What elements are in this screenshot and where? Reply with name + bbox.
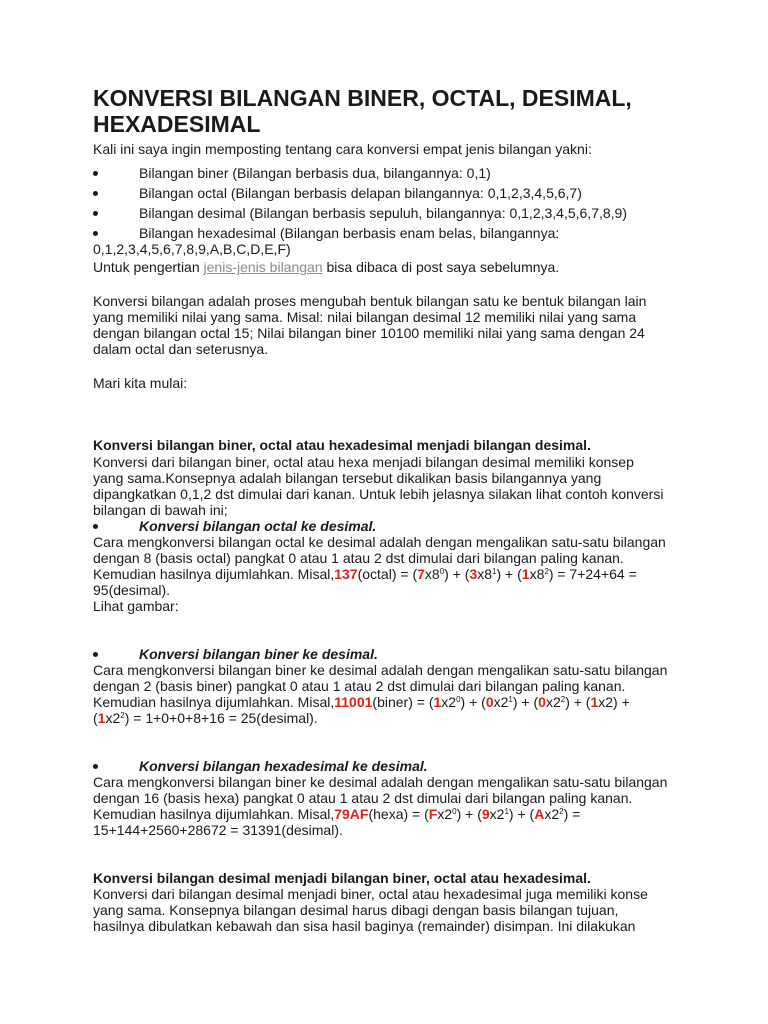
jenis-bilangan-link[interactable]: jenis-jenis bilangan [203,259,323,275]
list-item: Bilangan biner (Bilangan berbasis dua, bilangannya: 0,1) [93,165,693,181]
link-paragraph: Untuk pengertian jenis-jenis bilangan bisa dibaca di post saya sebelumnya. [93,259,560,275]
bullet-icon [93,524,98,529]
subsection-heading: Konversi bilangan octal ke desimal. [139,518,377,534]
paragraph-intro-konversi: Konversi bilangan adalah proses mengubah bentuk bilangan satu ke bentuk bilangan lain yang memiliki nilai yang sama. Misal: nilai bilangan desimal 12 memiliki nilai yang sama dengan bilangan octal 15; Nilai bilangan biner 10100 memiliki nilai yang sama dengan 24 dalam octal dan seterusnya. [93,293,647,357]
bullet-icon [93,191,98,196]
list-item: Bilangan desimal (Bilangan berbasis sepuluh, bilangannya: 0,1,2,3,4,5,6,7,8,9) [93,205,693,221]
octal-example: Kemudian hasilnya dijumlahkan. Misal,137(octal) = $(7x8^0) + (3x8^1) + (1x8^2) = 7+24+64$ = [93,566,637,582]
section-heading: Konversi bilangan biner, octal atau hexadesimal menjadi bilangan desimal. [93,437,591,453]
subsection-heading: Konversi bilangan biner ke desimal. [139,646,378,662]
bullet-icon [93,211,98,216]
bullet-icon [93,231,98,236]
section-heading: Konversi bilangan desimal menjadi bilangan biner, octal atau hexadesimal. [93,870,591,886]
bullet-icon [93,171,98,176]
article-title: KONVERSI BILANGAN BINER, OCTAL, DESIMAL, HEXADESIMAL [93,85,632,137]
article: KONVERSI BILANGAN BINER, OCTAL, DESIMAL, HEXADESIMAL Kali ini saya ingin memposting tentang cara konversi empat jenis bilangan yakni: Bilangan biner (Bilangan berbasis dua, bilangannya: 0,1) Bilangan octal (Bilangan berbasis delapan bilangannya: 0,1,2,3,4,5,6,7) Bilangan desimal (Bilangan berbasis sepuluh, bilangannya: 0,1,2,3,4,5,6,7,8,9) Bilangan hexadesimal (Bilangan berbasis enam belas, bilangannya: 0,1,2,3,4,5,6,7,8,9,A,B,C,D,E,F) Untuk pengertian jenis-jenis bilangan bisa dibaca di post saya sebelumnya. Konversi bilangan adalah proses mengubah bentuk bilangan satu ke bentuk bilangan lain yang memiliki nilai yang sama. Misal: nilai bilangan desimal 12 memiliki nilai yang sama dengan bilangan octal 15; Nilai bilangan biner 10100 memiliki nilai yang sama dengan 24 dalam octal dan seterusnya. Mari kita mulai: Konversi bilangan biner, octal atau hexadesimal menjadi bilangan desimal. Konversi dari bilangan biner, octal atau hexa menjadi bilangan desimal memiliki konsep yang sama.Konsepnya adalah bilangan tersebut dikalikan basis bilangannya yang dipangkatkan 0,1,2 dst dimulai dari kanan. Untuk lebih jelasnya silakan lihat contoh konversi bilangan di bawah ini; Konversi bilangan octal ke desimal. Cara mengkonversi bilangan octal ke desimal adalah dengan mengalikan satu-satu bilangan dengan 8 (basis octal) pangkat 0 atau 1 atau 2 dst dimulai dari bilangan paling kanan. Kemudian hasilnya dijumlahkan. Misal,137(octal) = $(7x8^0) + (3x8^1) + (1x8^2) = 7+24+64$ = 95(desimal). Lihat gambar: Konversi bilangan biner ke desimal. Cara mengkonversi bilangan biner ke desimal adalah dengan mengalikan satu-satu bilangan dengan 2 (basis biner) pangkat 0 atau 1 atau 2 dst dimulai dari bilangan paling kanan. Kemudian hasilnya dijumlahkan. Misal,11001(biner) = $(1x2^0) + (0x2^1) + (0x2^2) + (1x2)$ + $(1x2^2) = 1+0+0+8+16$ = 25(desimal). Konversi bilangan hexadesimal ke desimal. Cara mengkonversi bilangan biner ke desimal adalah dengan mengalikan satu-satu bilangan dengan 16 (basis hexa) pangkat 0 atau 1 atau 2 dst dimulai dari bilangan paling kanan. Kemudian hasilnya dijumlahkan. Misal,79AF(hexa) = $(Fx2^0) + (9x2^1) + (Ax2^2)$ = 15+144+2560+28672 = 31391(desimal). Konversi bilangan desimal menjadi bilangan biner, octal atau hexadesimal. Konversi dari bilangan desimal menjadi biner, octal atau hexadesimal juga memiliki konse yang sama. Konsepnya bilangan desimal harus dibagi dengan basis bilangan tujuan, hasilnya dibulatkan kebawah dan sisa hasil baginya (remainder) disimpan. Ini dilakukan [93,85,693,934]
list-item: Bilangan hexadesimal (Bilangan berbasis enam belas, bilangannya: 0,1,2,3,4,5,6,7,8,9,A,B,C,D,E,F) [93,225,560,257]
bullet-icon [93,764,98,769]
start-text: Mari kita mulai: [93,375,188,391]
subsection-hexa [93,758,693,774]
list-item: Bilangan octal (Bilangan berbasis delapan bilangannya: 0,1,2,3,4,5,6,7) [93,185,693,201]
lihat-gambar: Lihat gambar: [93,598,179,614]
subsection-octal [93,518,693,534]
biner-example: Kemudian hasilnya dijumlahkan. Misal,11001(biner) = $(1x2^0) + (0x2^1) + (0x2^2) + (1x2)$ + [93,694,630,710]
section-paragraph: Konversi dari bilangan biner, octal atau hexa menjadi bilangan desimal memiliki konsep yang sama.Konsepnya adalah bilangan tersebut dikalikan basis bilangannya yang dipangkatkan 0,1,2 dst dimulai dari kanan. Untuk lebih jelasnya silakan lihat contoh konversi bilangan di bawah ini; [93,454,664,518]
section-paragraph: Konversi dari bilangan desimal menjadi biner, octal atau hexadesimal juga memiliki konse yang sama. Konsepnya bilangan desimal harus dibagi dengan basis bilangan tujuan, hasilnya dibulatkan kebawah dan sisa hasil baginya (remainder) disimpan. Ini dilakukan [93,886,648,934]
bullet-icon [93,652,98,657]
subsection-biner [93,646,693,662]
hexa-example: Kemudian hasilnya dijumlahkan. Misal,79AF(hexa) = $(Fx2^0) + (9x2^1) + (Ax2^2)$ = [93,806,581,822]
subsection-heading: Konversi bilangan hexadesimal ke desimal. [139,758,428,774]
intro-text: Kali ini saya ingin memposting tentang cara konversi empat jenis bilangan yakni: [93,141,592,157]
